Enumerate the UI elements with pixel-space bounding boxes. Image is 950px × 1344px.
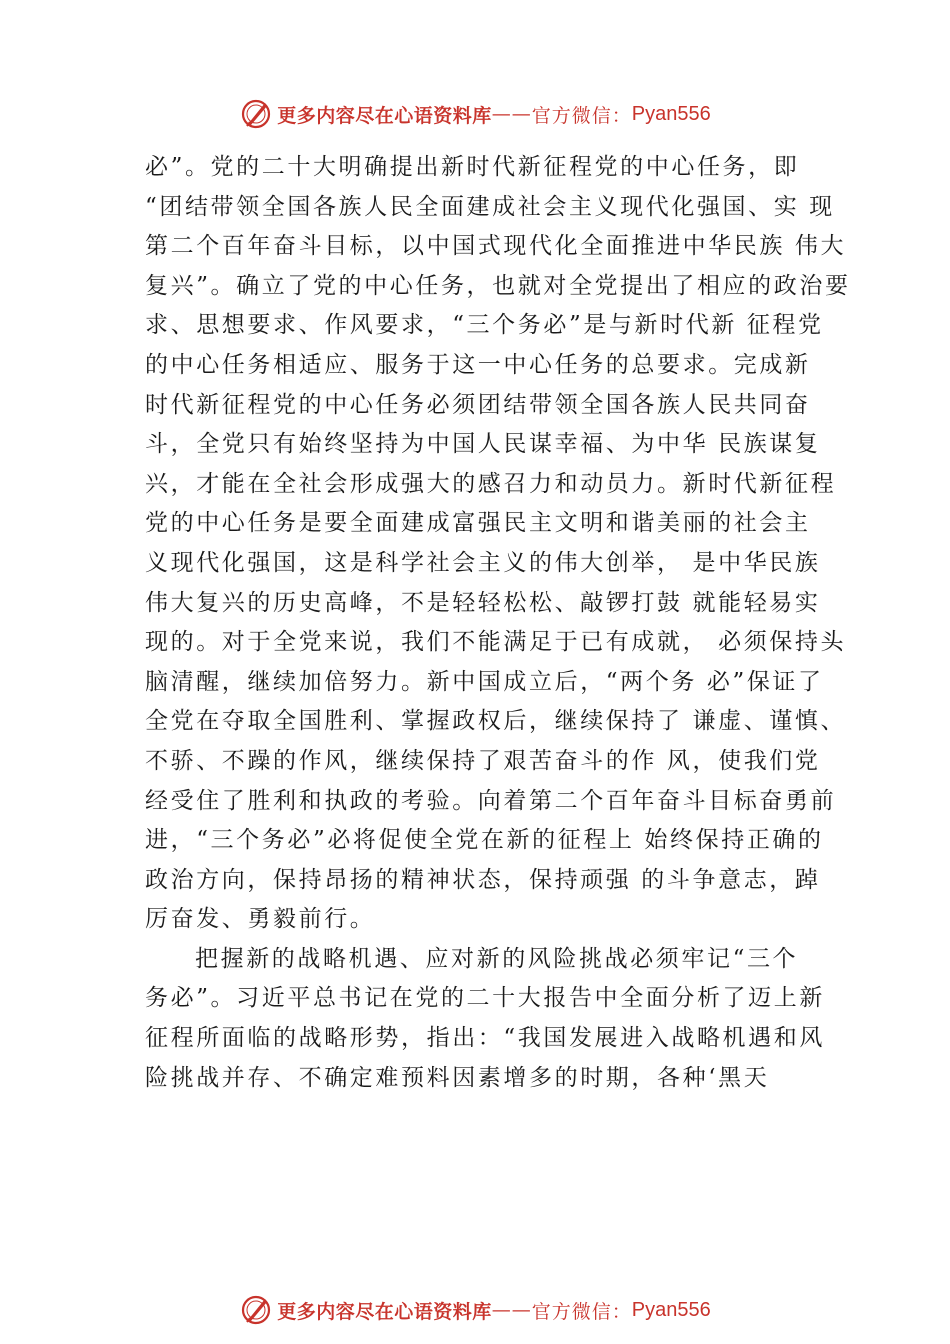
paragraph-start-line: 把握新的战略机遇、应对新的风险挑战必须牢记“三个 xyxy=(195,945,799,972)
text-line: 全党在夺取全国胜利、掌握政权后，继续保持了 谦虚、谨慎、 xyxy=(145,708,847,735)
footer-banner xyxy=(0,1290,950,1330)
text-line: 求、思想要求、作风要求，“三个务必”是与新时代新 征程党 xyxy=(145,312,824,339)
text-line: 义现代化强国，这是科学社会主义的伟大创举， 是中华民族 xyxy=(145,549,821,576)
header-official-label: 官方微信： xyxy=(531,104,632,127)
text-line: 经受住了胜利和执政的考验。向着第二个百年奋斗目标奋勇前 xyxy=(145,787,837,814)
text-line: 征程所面临的战略形势，指出：“我国发展进入战略机遇和风 xyxy=(145,1025,825,1052)
text-line: 党的中心任务是要全面建成富强民主文明和谐美丽的社会主 xyxy=(145,510,811,537)
document-body xyxy=(145,148,851,1098)
text-line: 时代新征程党的中心任务必须团结带领全国各族人民共同奋 xyxy=(145,391,811,418)
text-line: 脑清醒，继续加倍努力。新中国成立后，“两个务 必”保证了 xyxy=(145,668,824,695)
text-line: “团结带领全国各族人民全面建成社会主义现代化强国、实 现 xyxy=(145,193,835,220)
footer-official-label: 官方微信： xyxy=(531,1300,632,1323)
header-separator: —— xyxy=(491,103,532,125)
text-line: 复兴”。确立了党的中心任务，也就对全党提出了相应的政治要 xyxy=(145,272,851,299)
text-line: 务必”。习近平总书记在党的二十大报告中全面分析了迈上新 xyxy=(145,985,825,1012)
footer-wechat-id: Pyan556 xyxy=(631,1298,711,1321)
text-line: 伟大复兴的历史高峰，不是轻轻松松、敲锣打鼓 就能轻易实 xyxy=(145,589,821,616)
quill-seal-icon xyxy=(239,97,273,131)
text-line: 兴，才能在全社会形成强大的感召力和动员力。新时代新征程 xyxy=(145,470,837,497)
text-line: 斗，全党只有始终坚持为中国人民谋幸福、为中华 民族谋复 xyxy=(145,431,821,458)
footer-separator: —— xyxy=(491,1299,532,1321)
footer-brand-text: 更多内容尽在心语资料库 xyxy=(277,1300,492,1323)
text-line: 的中心任务相适应、服务于这一中心任务的总要求。完成新 xyxy=(145,351,811,378)
text-line: 进，“三个务必”必将促使全党在新的征程上 始终保持正确的 xyxy=(145,827,824,854)
text-line: 厉奋发、勇毅前行。 xyxy=(145,906,376,933)
header-brand-text: 更多内容尽在心语资料库 xyxy=(277,104,492,127)
text-line: 政治方向，保持昂扬的精神状态，保持顽强 的斗争意志，踔 xyxy=(145,866,821,893)
text-line: 必”。党的二十大明确提出新时代新征程党的中心任务，即 xyxy=(145,154,800,180)
quill-seal-icon xyxy=(239,1293,273,1327)
header-banner xyxy=(0,94,950,134)
text-line: 现的。对于全党来说，我们不能满足于已有成就， 必须保持头 xyxy=(145,629,847,656)
header-wechat-id: Pyan556 xyxy=(631,102,711,125)
text-line: 第二个百年奋斗目标，以中国式现代化全面推进中华民族 伟大 xyxy=(145,233,847,260)
text-line: 险挑战并存、不确定难预料因素增多的时期，各种‘黑天 xyxy=(145,1064,770,1091)
text-line: 不骄、不躁的作风，继续保持了艰苦奋斗的作 风，使我们党 xyxy=(145,747,821,774)
